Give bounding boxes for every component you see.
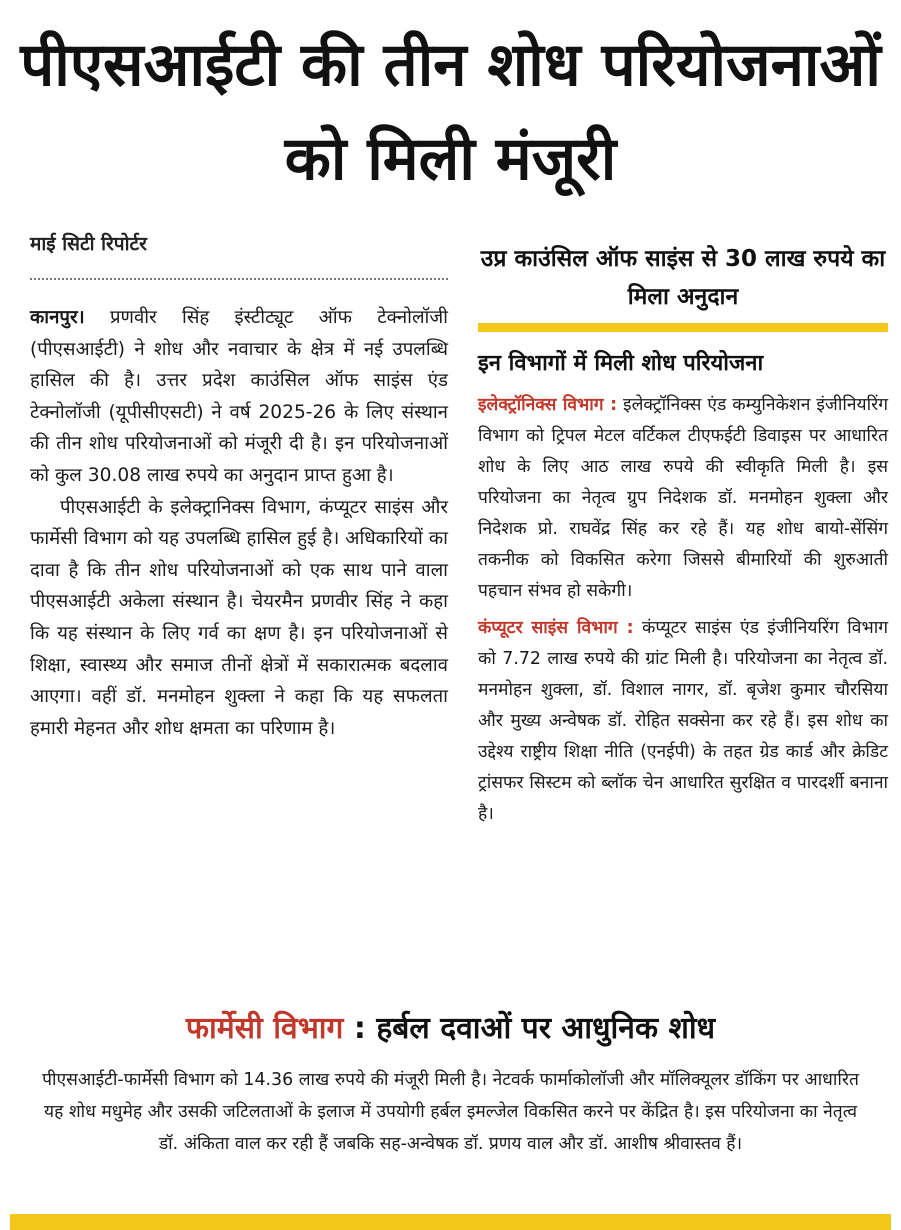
pharmacy-text: पीएसआईटी-फार्मेसी विभाग को 14.36 लाख रुपये की मंजूरी मिली है। नेटवर्क फार्माकोलॉजी और मॉलिक्यूलर डॉकिंग पर आधारित यह शोध मधुमेह और उसकी जटिलताओं के इलाज में उपयोगी हर्बल इमल्जेल विकसित करने पर केंद्रित है। इस परियोजना का नेतृत्व डॉ. अंकिता वाल कर रही हैं जबकि सह-अन्वेषक डॉ. प्रणय वाल और डॉ. आशीष श्रीवास्तव हैं। [42, 1070, 859, 1154]
bottom-accent-bar [10, 1214, 891, 1230]
cs-text: कंप्यूटर साइंस एंड इंजीनियरिंग विभाग को 7.72 लाख रुपये की ग्रांट मिली है। परियोजना का नेतृत्व डॉ. मनमोहन शुक्ला, डॉ. विशाल नागर, डॉ. बृजेश कुमार चौरसिया और मुख्य अन्वेषक डॉ. रोहित सक्सेना कर रहे हैं। इस शोध का उद्देश्य राष्ट्रीय शिक्षा नीति (एनईपी) के तहत ग्रेड कार्ड और क्रेडिट ट्रांसफर सिस्टम को ब्लॉक चेन आधारित सुरक्षित व पारदर्शी बनाना है। [478, 618, 888, 824]
electronics-paragraph [478, 390, 888, 607]
byline-divider [30, 278, 448, 280]
byline: माई सिटी रिपोर्टर [30, 233, 147, 255]
cs-paragraph [478, 613, 888, 830]
story-paragraph-1 [30, 302, 448, 492]
story-paragraph-2: पीएसआईटी के इलेक्ट्रानिक्स विभाग, कंप्यूटर साइंस और फार्मेसी विभाग को यह उपलब्धि हासिल हुई है। अधिकारियों का दावा है कि तीन शोध परियोजनाओं को एक साथ पाने वाला पीएसआईटी अकेला संस्थान है। चेयरमैन प्रणवीर सिंह ने कहा कि यह संस्थान के लिए गर्व का क्षण है। इन परियोजनाओं से शिक्षा, स्वास्थ्य और समाज तीनों क्षेत्रों में सकारात्मक बदलाव आएगा। वहीं डॉ. मनमोहन शुक्ला ने कहा कि यह सफलता हमारी मेहनत और शोध क्षमता का परिणाम है। [30, 496, 448, 739]
electronics-text: इलेक्ट्रॉनिक्स एंड कम्युनिकेशन इंजीनियरिंग विभाग को ट्रिपल मेटल वर्टिकल टीएफईटी डिवाइस पर आधारित शोध के लिए आठ लाख रुपये की स्वीकृति मिली है। इस परियोजना का नेतृत्व ग्रुप निदेशक डॉ. मनमोहन शुक्ला और निदेशक प्रो. राघवेंद्र सिंह कर रहे हैं। यह शोध बायो-सेंसिंग तकनीक को विकसित करेगा जिससे बीमारियों की शुरुआती पहचान संभव हो सकेगी। [478, 395, 888, 601]
headline: पीएसआईटी की तीन शोध परियोजनाओं को मिली मंजूरी [20, 30, 881, 194]
subheadline: उप्र काउंसिल ऑफ साइंस से 30 लाख रुपये का मिला अनुदान [480, 246, 886, 310]
pharmacy-heading-rest: : हर्बल दवाओं पर आधुनिक शोध [353, 1011, 716, 1046]
story-paragraph-1-text: प्रणवीर सिंह इंस्टीट्यूट ऑफ टेक्नोलॉजी (पीएसआईटी) ने शोध और नवाचार के क्षेत्र में नई उपलब्धि हासिल की है। उत्तर प्रदेश काउंसिल ऑफ साइंस एंड टेक्नोलॉजी (यूपीसीएसटी) ने वर्ष 2025-26 के लिए संस्थान की तीन शोध परियोजनाओं को मंजूरी दी है। इन परियोजनाओं को कुल 30.08 लाख रुपये का अनुदान प्राप्त हुआ है। [30, 307, 448, 486]
cs-dept-label: कंप्यूटर साइंस विभाग : [478, 618, 634, 638]
pharmacy-section [40, 1004, 861, 1160]
departments-heading: इन विभागों में मिली शोध परियोजना [478, 351, 764, 376]
main-story-column [30, 302, 448, 744]
electronics-dept-label: इलेक्ट्रॉनिक्स विभाग : [478, 395, 618, 415]
departments-column [478, 344, 888, 836]
pharmacy-heading [40, 1004, 861, 1054]
subheadline-underline [478, 323, 888, 332]
dateline: कानपुर। [30, 307, 85, 328]
pharmacy-dept-label: फार्मेसी विभाग [185, 1011, 344, 1046]
